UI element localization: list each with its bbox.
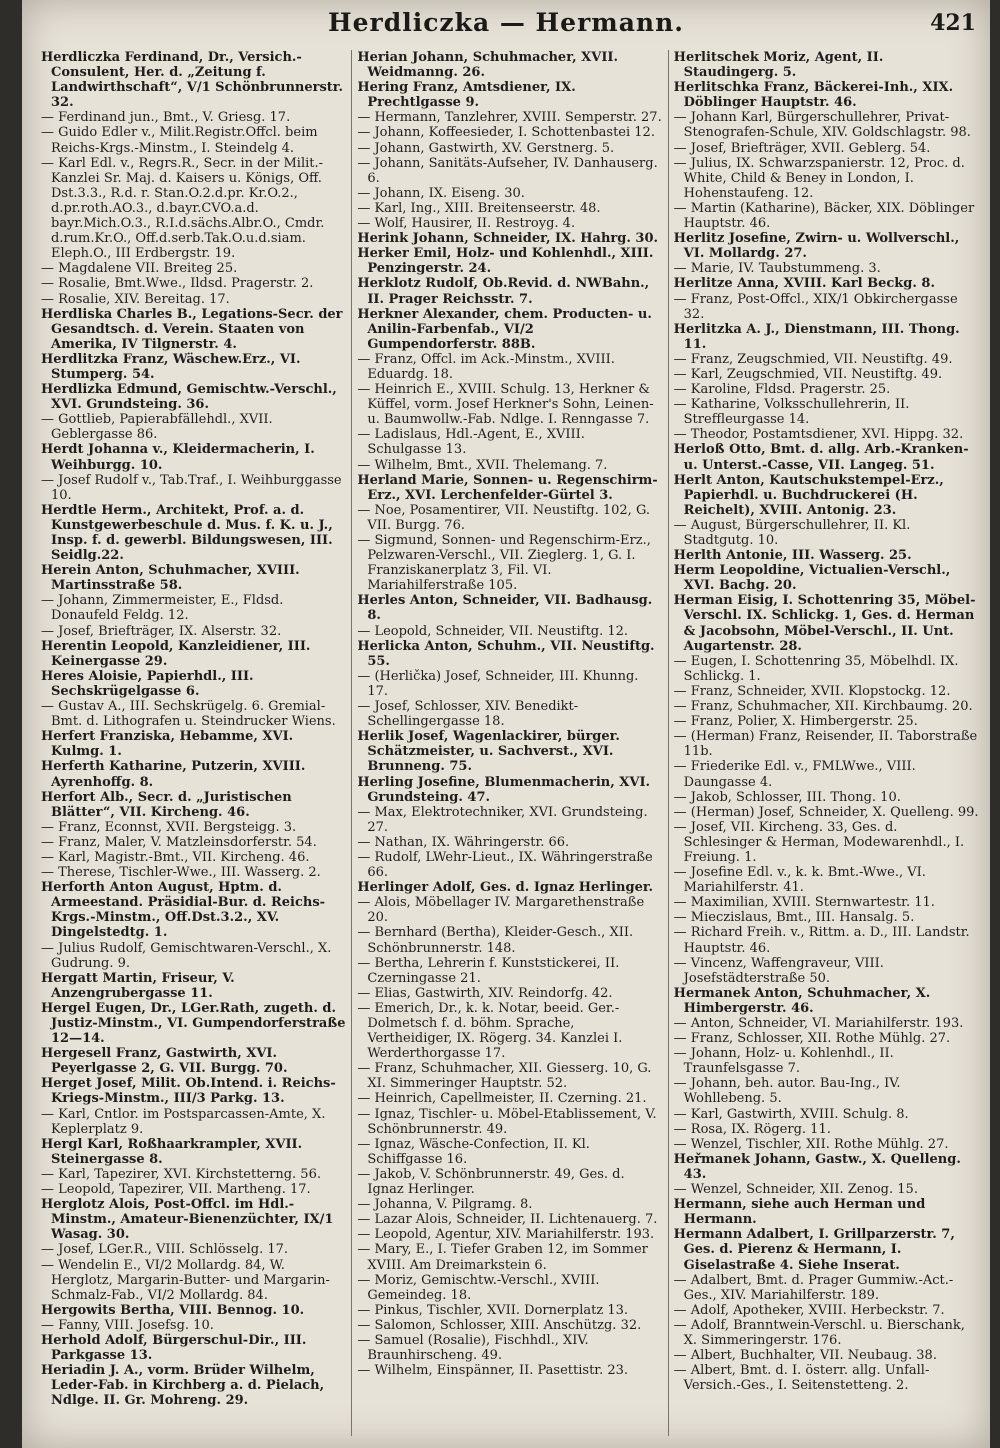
directory-entry: — Johann, Gastwirth, XV. Gerstnerg. 5. [357, 140, 615, 156]
directory-entry: — Johann, IX. Eiseng. 30. [357, 185, 525, 201]
directory-entry: Herlinger Adolf, Ges. d. Ignaz Herlinger. [357, 880, 654, 896]
directory-entry: — Karl, Gastwirth, XVIII. Schulg. 8. [673, 1106, 909, 1122]
directory-entry: Herlt Anton, Kautschukstempel-Erz., Papierhdl. u. Buchdruckerei (H. Reichelt), XVIII. Antonig. 23. [673, 472, 944, 518]
directory-entry: — Albert, Buchhalter, VII. Neubaug. 38. [673, 1348, 937, 1364]
directory-entry: — Karl, Magistr.-Bmt., VII. Kircheng. 46. [41, 849, 310, 865]
directory-entry: Herget Josef, Milit. Ob.Intend. i. Reichs-Kriegs-Minstm., III/3 Parkg. 13. [41, 1076, 336, 1107]
directory-entry: — Albert, Bmt. d. I. österr. allg. Unfall-Versich.-Ges., I. Seitenstetteng. 2. [673, 1363, 930, 1394]
directory-entry: Herland Marie, Sonnen- u. Regenschirm-Erz., XVI. Lerchenfelder-Gürtel 3. [357, 472, 658, 503]
directory-entry: Hergesell Franz, Gastwirth, XVI. Peyerlgasse 2, G. VII. Burgg. 70. [41, 1046, 288, 1077]
directory-entry: — Karl, Cntlor. im Postsparcassen-Amte, X. Keplerplatz 9. [41, 1106, 326, 1137]
directory-entry: — Bernhard (Bertha), Kleider-Gesch., XII. Schönbrunnerstr. 148. [357, 925, 634, 956]
directory-entry: — Theodor, Postamtsdiener, XVI. Hippg. 32. [673, 427, 964, 443]
directory-entry: — Anton, Schneider, VI. Mariahilferstr. 193. [673, 1016, 964, 1031]
directory-entry: — Franz, Econnst, XVII. Bergsteigg. 3. [41, 819, 297, 835]
directory-entry: Hermanek Anton, Schuhmacher, X. Himbergerstr. 46. [673, 985, 931, 1016]
directory-entry: — Rosalie, Bmt.Wwe., Ildsd. Pragerstr. 2. [41, 276, 314, 292]
directory-entry: — Mary, E., I. Tiefer Graben 12, im Sommer XVIII. Am Dreimarkstein 6. [357, 1242, 648, 1273]
directory-entry: — Ignaz, Wäsche-Confection, II. Kl. Schiffgasse 16. [357, 1136, 590, 1167]
directory-entry: — Martin (Katharine), Bäcker, XIX. Döblinger Hauptstr. 46. [673, 200, 975, 232]
directory-entry: — Josef, Briefträger, XVII. Geblerg. 54. [673, 140, 931, 156]
directory-entry: — Josef, VII. Kircheng. 33, Ges. d. Schlesinger & Herman, Modewarenhdl., I. Freiung. 1. [673, 819, 965, 865]
directory-entry: — Salomon, Schlosser, XIII. Anschützg. 32. [357, 1317, 642, 1333]
directory-entry: — Vincenz, Waffengraveur, VIII. Josefstädterstraße 50. [673, 955, 884, 986]
directory-entry: — Moriz, Gemischtw.-Verschl., XVIII. Gemeindeg. 18. [357, 1272, 600, 1303]
directory-entry: — Noe, Posamentirer, VII. Neustiftg. 102, G. VII. Burgg. 76. [357, 502, 650, 533]
directory-entry: Herglotz Alois, Post-Offcl. im Hdl.-Minstm., Amateur-Bienenzüchter, IX/1 Wasag. 30. [41, 1197, 334, 1243]
column-3 [669, 50, 984, 1436]
directory-entry: — Franz, Offcl. im Ack.-Minstm., XVIII. Eduardg. 18. [357, 351, 615, 382]
directory-entry: — Leopold, Tapezirer, VII. Martheng. 17. [41, 1182, 311, 1198]
directory-entry: — Samuel (Rosalie), Fischhdl., XIV. Braunhirscheng. 49. [357, 1332, 589, 1364]
directory-entry: — Maximilian, XVIII. Sternwartestr. 11. [673, 895, 935, 911]
directory-entry: — Karl, Ing., XIII. Breitenseerstr. 48. [357, 200, 601, 216]
directory-entry: — Franz, Zeugschmied, VII. Neustiftg. 49. [673, 351, 953, 367]
directory-entry: Herentin Leopold, Kanzleidiener, III. Keinergasse 29. [41, 638, 311, 669]
directory-entry: — Max, Elektrotechniker, XVI. Grundsteing. 27. [357, 804, 648, 835]
directory-entry: — Franz, Maler, V. Matzleinsdorferstr. 54. [41, 834, 317, 850]
directory-entry: — Wenzel, Tischler, XII. Rothe Mühlg. 27. [673, 1136, 949, 1152]
directory-entry: — Heinrich, Capellmeister, II. Czerning. 21. [357, 1091, 647, 1107]
directory-entry: — Jakob, V. Schönbrunnerstr. 49, Ges. d. Ignaz Herlinger. [357, 1166, 625, 1198]
directory-entry: — Franz, Schuhmacher, XII. Kirchbaumg. 20. [673, 699, 973, 715]
directory-entry: — Josef, Briefträger, IX. Alserstr. 32. [41, 623, 282, 639]
directory-entry: Herlitzka A. J., Dienstmann, III. Thong. 11. [673, 321, 960, 352]
directory-entry: — Adolf, Branntwein-Verschl. u. Bierschank, X. Simmeringerstr. 176. [673, 1317, 965, 1348]
directory-entry: — Johanna, V. Pilgramg. 8. [357, 1197, 533, 1213]
directory-entry: Hermann, siehe auch Herman und Hermann. [673, 1197, 926, 1228]
directory-entry: — Pinkus, Tischler, XVII. Dornerplatz 13. [357, 1302, 629, 1318]
directory-entry: — Karl, Tapezirer, XVI. Kirchstetterng. 56. [41, 1166, 321, 1182]
directory-entry: — Wolf, Hausirer, II. Restroyg. 4. [357, 216, 576, 232]
directory-entry: Herlitschka Franz, Bäckerei-Inh., XIX. Döblinger Hauptstr. 46. [673, 80, 954, 111]
directory-entry: Herlth Antonie, III. Wasserg. 25. [673, 548, 912, 564]
directory-entry: — Johann, Koffeesieder, I. Schottenbastei 12. [357, 125, 655, 141]
column-1 [36, 50, 352, 1436]
directory-entry: Herman Eisig, I. Schottenring 35, Möbel-Verschl. IX. Schlickg. 1, Ges. d. Herman & Jacobsohn, Möbel-Verschl., II. Unt. Augartenstr. 28. [673, 593, 976, 654]
directory-entry: Herhold Adolf, Bürgerschul-Dir., III. Parkgasse 13. [41, 1332, 307, 1364]
directory-entry: Heřmanek Johann, Gastw., X. Quelleng. 43. [673, 1151, 961, 1182]
directory-entry: Herklotz Rudolf, Ob.Revid. d. NWBahn., II. Prager Reichsstr. 7. [357, 276, 650, 307]
directory-entry: Heres Aloisie, Papierhdl., III. Sechskrügelgasse 6. [41, 668, 254, 699]
columns [36, 50, 984, 1436]
directory-entry: — Emerich, Dr., k. k. Notar, beeid. Ger.-Dolmetsch f. d. böhm. Sprache, Vertheidiger, IX. Rögerg. 34. Kanzlei I. Werderthorgasse 17. [357, 1000, 623, 1062]
directory-entry: — (Herlička) Josef, Schneider, III. Khunng. 17. [357, 668, 639, 699]
directory-entry: — Rosalie, XIV. Bereitag. 17. [41, 291, 230, 307]
directory-entry: Herlitschek Moriz, Agent, II. Staudingerg. 5. [673, 50, 884, 81]
page-title: Herdliczka — Hermann. [328, 8, 684, 37]
directory-entry: — Leopold, Agentur, XIV. Mariahilferstr. 193. [357, 1227, 655, 1243]
directory-entry: Herlitz Josefine, Zwirn- u. Wollverschl., VI. Mollardg. 27. [673, 231, 960, 262]
directory-entry: — Leopold, Schneider, VII. Neustiftg. 12. [357, 623, 629, 639]
directory-entry: Herink Johann, Schneider, IX. Hahrg. 30. [357, 231, 659, 247]
directory-entry: — Alois, Möbellager IV. Margarethenstraße 20. [357, 895, 645, 926]
directory-entry: — Franz, Schlosser, XII. Rothe Mühlg. 27. [673, 1031, 951, 1047]
directory-entry: Herling Josefine, Blumenmacherin, XVI. Grundsteing. 47. [357, 774, 651, 805]
directory-entry: — Johann, Holz- u. Kohlenhdl., II. Traunfelsgasse 7. [673, 1046, 894, 1077]
column-2 [352, 50, 668, 1436]
directory-entry: — Ladislaus, Hdl.-Agent, E., XVIII. Schulgasse 13. [357, 427, 585, 458]
directory-entry: Herdlitzka Franz, Wäschew.Erz., VI. Stumperg. 54. [41, 351, 301, 382]
directory-entry: — Mieczislaus, Bmt., III. Hansalg. 5. [673, 910, 915, 926]
directory-entry: — Karl, Zeugschmied, VII. Neustiftg. 49. [673, 366, 943, 382]
directory-entry: Herloß Otto, Bmt. d. allg. Arb.-Kranken- u. Unterst.-Casse, VII. Langeg. 51. [673, 442, 969, 473]
directory-entry: — Franz, Polier, X. Himbergerstr. 25. [673, 714, 918, 730]
directory-entry: Herian Johann, Schuhmacher, XVII. Weidmanng. 26. [357, 50, 619, 81]
directory-entry: Herlik Josef, Wagenlackirer, bürger. Schätzmeister, u. Sachverst., XVI. Brunneng. 75. [357, 729, 620, 775]
directory-entry: — Julius, IX. Schwarzspanierstr. 12, Proc. d. White, Child & Beney in London, I. Hohenstaufeng. 12. [673, 155, 965, 201]
directory-entry: — Adalbert, Bmt. d. Prager Gummiw.-Act.-Ges., XIV. Mariahilferstr. 189. [673, 1272, 954, 1303]
directory-entry: — Eugen, I. Schottenring 35, Möbelhdl. IX. Schlickg. 1. [673, 653, 959, 684]
directory-entry: — Elias, Gastwirth, XIV. Reindorfg. 42. [357, 985, 613, 1001]
directory-entry: Hergowits Bertha, VIII. Bennog. 10. [41, 1302, 305, 1318]
page-header [22, 0, 990, 44]
directory-entry: — Franz, Post-Offcl., XIX/1 Obkirchergasse 32. [673, 291, 958, 322]
directory-page [22, 0, 990, 1448]
directory-entry: — Therese, Tischler-Wwe., III. Wasserg. 2. [41, 865, 321, 881]
directory-entry: Herkner Alexander, chem. Producten- u. Anilin-Farbenfab., VI/2 Gumpendorferstr. 88B. [357, 306, 652, 352]
directory-entry: — (Herman) Josef, Schneider, X. Quelleng. 99. [673, 804, 979, 820]
directory-entry: Herdliczka Ferdinand, Dr., Versich.-Consulent, Her. d. „Zeitung f. Landwirthschaft“, V/1 Schönbrunnerstr. 32. [41, 50, 343, 111]
directory-entry: — Wenzel, Schneider, XII. Zenog. 15. [673, 1182, 918, 1198]
directory-entry: Herlicka Anton, Schuhm., VII. Neustiftg. 55. [357, 638, 655, 669]
directory-entry: — Gottlieb, Papierabfällehdl., XVII. Geblergasse 86. [41, 412, 273, 443]
directory-entry: Hergel Eugen, Dr., LGer.Rath, zugeth. d. Justiz-Minstm., VI. Gumpendorferstraße 12—14. [41, 1000, 346, 1047]
directory-entry: Herles Anton, Schneider, VII. Badhausg. 8. [357, 593, 653, 624]
page-number: 421 [930, 10, 976, 36]
directory-entry: — Ignaz, Tischler- u. Möbel-Etablissement, V. Schönbrunnerstr. 49. [357, 1106, 657, 1137]
directory-entry: — Rosa, IX. Rögerg. 11. [673, 1121, 831, 1137]
directory-entry: Herlitze Anna, XVIII. Karl Beckg. 8. [673, 276, 935, 292]
directory-entry: — Rudolf, LWehr-Lieut., IX. Währingerstraße 66. [357, 849, 653, 881]
directory-entry: — Nathan, IX. Währingerstr. 66. [357, 834, 570, 850]
directory-entry: — Johann, beh. autor. Bau-Ing., IV. Wohllebeng. 5. [673, 1076, 901, 1107]
directory-entry: — Bertha, Lehrerin f. Kunststickerei, II. Czerningasse 21. [357, 955, 620, 986]
directory-entry: — Magdalene VII. Breiteg 25. [41, 261, 238, 277]
directory-entry: — Wilhelm, Bmt., XVII. Thelemang. 7. [357, 457, 608, 473]
directory-entry: — Franz, Schuhmacher, XII. Giesserg. 10, G. XI. Simmeringer Hauptstr. 52. [357, 1061, 652, 1092]
directory-entry: — Sigmund, Sonnen- und Regenschirm-Erz., Pelzwaren-Verschl., VII. Zieglerg. 1, G. I. Franziskanerplatz 3, Fil. VI. Mariahilferstraße 105. [357, 533, 651, 594]
directory-entry: — Josef, Schlosser, XIV. Benedikt-Schellingergasse 18. [357, 699, 579, 730]
directory-entry: Herfert Franziska, Hebamme, XVI. Kulmg. 1. [41, 729, 294, 760]
directory-entry: — August, Bürgerschullehrer, II. Kl. Stadtgutg. 10. [673, 517, 911, 548]
directory-entry: Herfort Alb., Secr. d. „Juristischen Blätter“, VII. Kircheng. 46. [41, 789, 292, 820]
directory-entry: — Guido Edler v., Milit.Registr.Offcl. beim Reichs-Krgs.-Minstm., I. Steindelg 4. [41, 125, 318, 156]
directory-entry: — Wendelin E., VI/2 Mollardg. 84, W. Herglotz, Margarin-Butter- und Margarin-Schmalz-Fab., VI/2 Mollardg. 84. [41, 1257, 330, 1303]
directory-entry: — Josef, LGer.R., VIII. Schlösselg. 17. [41, 1242, 289, 1258]
directory-entry: Hergl Karl, Roßhaarkrampler, XVII. Steinergasse 8. [41, 1136, 303, 1167]
directory-entry: — Johann Karl, Bürgerschullehrer, Privat-Stenografen-Schule, XIV. Goldschlagstr. 98. [673, 110, 971, 141]
directory-entry: — Ferdinand jun., Bmt., V. Griesg. 17. [41, 110, 291, 126]
directory-entry: — Julius Rudolf, Gemischtwaren-Verschl., X. Gudrung. 9. [41, 940, 332, 971]
directory-entry: Herm Leopoldine, Victualien-Verschl., XVI. Bachg. 20. [673, 563, 951, 594]
directory-entry: — (Herman) Franz, Reisender, II. Taborstraße 11b. [673, 729, 978, 760]
directory-entry: — Josef Rudolf v., Tab.Traf., I. Weihburggasse 10. [41, 472, 342, 503]
directory-entry: — Karl Edl. v., Regrs.R., Secr. in der Milit.-Kanzlei Sr. Maj. d. Kaisers u. Königs, Off. Dst.3.3., R.d. r. Stan.O.2.d.pr. Kr.O.2., d.pr.roth.AO.3., d.bayr.CVO.a.d. bayr.Mich.O.3., R.I.d.sächs.Albr.O., Cmdr. d.rum.Kr.O., Off.d.serb.Tak.O.u.d.siam. Eleph.O., III Erdbergstr. 19. [41, 155, 325, 262]
directory-entry: — Katharine, Volksschullehrerin, II. Streffleurgasse 14. [673, 397, 910, 428]
directory-entry: — Gustav A., III. Sechskrügelg. 6. Gremial-Bmt. d. Lithografen u. Steindrucker Wiens. [41, 699, 336, 730]
directory-entry: — Heinrich E., XVIII. Schulg. 13, Herkner & Küffel, vorm. Josef Herkner's Sohn, Leinen- u. Baumwollw.-Fab. Ndlge. I. Renngasse 7. [357, 382, 654, 428]
directory-entry: — Hermann, Tanzlehrer, XVIII. Semperstr. 27. [357, 110, 662, 126]
directory-entry: Herforth Anton August, Hptm. d. Armeestand. Präsidial-Bur. d. Reichs-Krgs.-Minstm., Off.Dst.3.2., XV. Dingelstedtg. 1. [41, 880, 326, 941]
directory-entry: — Marie, IV. Taubstummeng. 3. [673, 261, 881, 277]
directory-entry: Heriadin J. A., vorm. Brüder Wilhelm, Leder-Fab. in Kirchberg a. d. Pielach, Ndlge. II. Gr. Mohreng. 29. [41, 1363, 325, 1409]
directory-entry: — Fanny, VIII. Josefsg. 10. [41, 1317, 214, 1333]
directory-entry: Herdt Johanna v., Kleidermacherin, I. Weihburgg. 10. [41, 442, 315, 473]
directory-entry: Hermann Adalbert, I. Grillparzerstr. 7, Ges. d. Pierenz & Hermann, I. Giselastraße 4. Siehe Inserat. [673, 1227, 955, 1273]
directory-entry: — Richard Freih. v., Rittm. a. D., III. Landstr. Hauptstr. 46. [673, 925, 970, 956]
directory-entry: — Karoline, Fldsd. Pragerstr. 25. [673, 382, 891, 398]
directory-entry: — Wilhelm, Einspänner, II. Pasettistr. 23. [357, 1363, 629, 1379]
directory-entry: Herdliska Charles B., Legations-Secr. der Gesandtsch. d. Verein. Staaten von Amerika, IV Tilgnerstr. 4. [41, 306, 343, 352]
directory-entry: — Friederike Edl. v., FMLWwe., VIII. Daungasse 4. [673, 759, 916, 790]
directory-entry: Herker Emil, Holz- und Kohlenhdl., XIII. Penzingerstr. 24. [357, 246, 654, 277]
directory-entry: Hering Franz, Amtsdiener, IX. Prechtlgasse 9. [357, 80, 576, 111]
directory-entry: — Lazar Alois, Schneider, II. Lichtenauerg. 7. [357, 1212, 658, 1228]
directory-entry: — Johann, Zimmermeister, E., Fldsd. Donaufeld Feldg. 12. [41, 593, 284, 624]
directory-entry: — Johann, Sanitäts-Aufseher, IV. Danhauserg. 6. [357, 155, 658, 186]
directory-entry: Hergatt Martin, Friseur, V. Anzengrubergasse 11. [41, 970, 235, 1001]
directory-entry: — Jakob, Schlosser, III. Thong. 10. [673, 789, 901, 805]
directory-entry: — Josefine Edl. v., k. k. Bmt.-Wwe., VI. Mariahilferstr. 41. [673, 865, 926, 896]
directory-entry: — Franz, Schneider, XVII. Klopstockg. 12. [673, 683, 951, 699]
directory-entry: Herdlizka Edmund, Gemischtw.-Verschl., XVI. Grundsteing. 36. [41, 382, 337, 413]
directory-entry: Herferth Katharine, Putzerin, XVIII. Ayrenhoffg. 8. [41, 759, 306, 790]
directory-entry: — Adolf, Apotheker, XVIII. Herbeckstr. 7. [673, 1302, 945, 1318]
directory-entry: Herein Anton, Schuhmacher, XVIII. Martinsstraße 58. [41, 563, 300, 594]
directory-entry: Herdtle Herm., Architekt, Prof. a. d. Kunstgewerbeschule d. Mus. f. K. u. J., Insp. f. d. gewerbl. Bildungswesen, III. Seidlg.22. [41, 502, 333, 564]
